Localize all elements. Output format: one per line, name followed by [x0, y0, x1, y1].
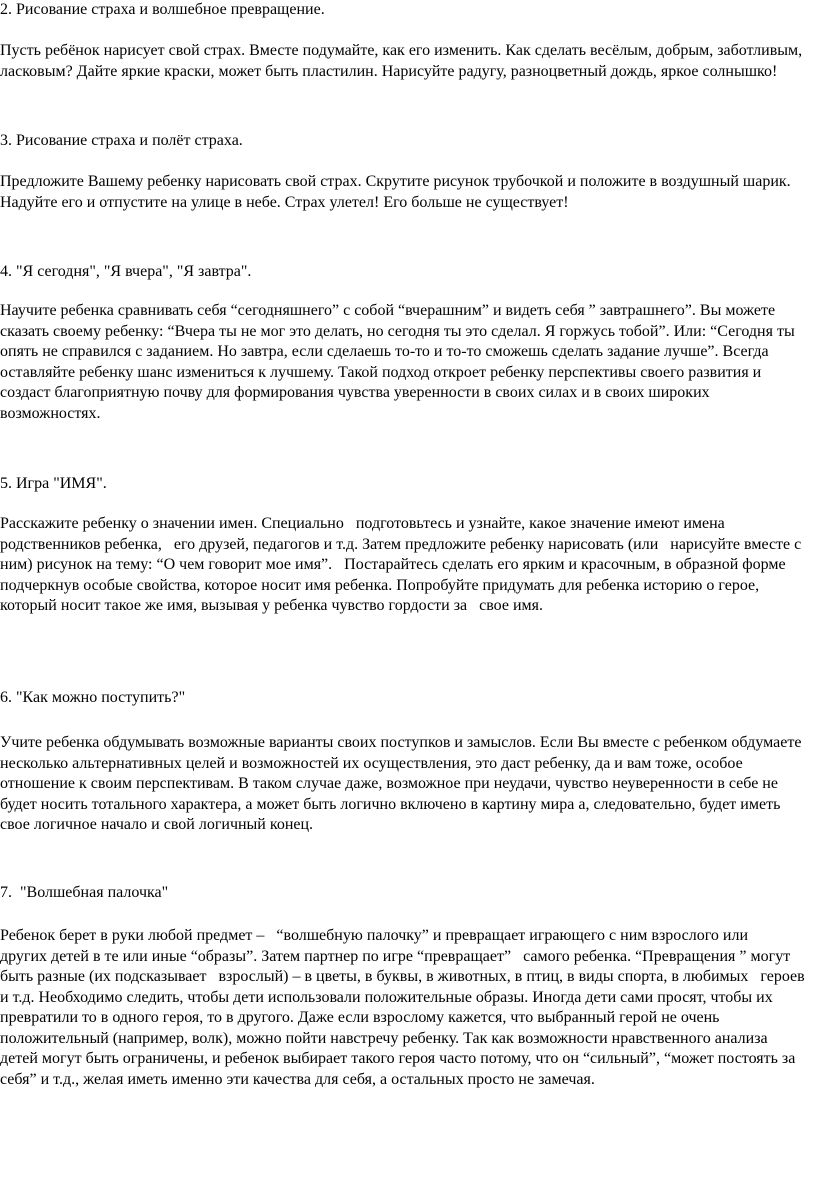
- section-heading-6: 6. "Как можно поступить?": [0, 689, 186, 706]
- section-heading-2: 2. Рисование страха и волшебное превращение.: [0, 1, 325, 18]
- section-body-2: Пусть ребёнок нарисует свой страх. Вместе подумайте, как его изменить. Как сделать весёлым, добрым, заботливым, ласковым? Дайте яркие краски, может быть пластилин. Нарисуйте радугу, разноцветный дождь, яркое солнышко!: [0, 42, 807, 80]
- section-heading-7: 7. "Волшебная палочка": [0, 884, 169, 901]
- section-body-5: Расскажите ребенку о значении имен. Специально подготовьтесь и узнайте, какое значение имеют имена родственников ребенка, его друзей, педагогов и т.д. Затем предложите ребенку нарисовать (или нарисуйте вместе с ним) рисунок на тему: “О чем говорит мое имя”. Постарайтесь сделать его ярким и красочным, в образной форме подчеркнув особые свойства, которое носит имя ребенка. Попробуйте придумать для ребенка историю о герое, который носит такое же имя, вызывая у ребенка чувство гордости за свое имя.: [0, 515, 806, 614]
- section-body-3: Предложите Вашему ребенку нарисовать свой страх. Скрутите рисунок трубочкой и положите в воздушный шарик. Надуйте его и отпустите на улице в небе. Страх улетел! Его больше не существует!: [0, 173, 795, 211]
- section-heading-4: 4. "Я сегодня", "Я вчера", "Я завтра".: [0, 263, 252, 280]
- section-heading-5: 5. Игра "ИМЯ".: [0, 475, 107, 492]
- section-body-4: Научите ребенка сравнивать себя “сегодняшнего” с собой “вчерашним” и видеть себя ” завтрашнего”. Вы можете сказать своему ребенку: “Вчера ты не мог это делать, но сегодня ты это сделал. Я горжусь тобой”. Или: “Сегодня ты опять не справился с заданием. Но завтра, если сделаешь то-то и то-то сможешь сделать задание лучше”. Всегда оставляйте ребенку шанс измениться к лучшему. Такой подход откроет ребенку перспективы своего развития и создаст благоприятную почву для формирования чувства уверенности в своих силах и в своих широких возможностях.: [0, 302, 799, 422]
- section-body-7: Ребенок берет в руки любой предмет – “волшебную палочку” и превращает играющего с ним взрослого или других детей в те или иные “образы”. Затем партнер по игре “превращает” самого ребенка. “Превращения ” могут быть разные (их подсказывает взрослый) – в цветы, в буквы, в животных, в птиц, в виды спорта, в любимых героев и т.д. Необходимо следить, чтобы дети использовали положительные образы. Иногда дети сами просят, чтобы их превратили то в одного героя, то в другого. Даже если взрослому кажется, что выбранный герой не очень положительный (например, волк), можно пойти навстречу ребенку. Так как возможности нравственного анализа детей могут быть ограничены, и ребенок выбирает такого героя часто потому, что он “сильный”, “может постоять за себя” и т.д., желая иметь именно эти качества для себя, а остальных просто не замечая.: [0, 927, 809, 1088]
- section-heading-3: 3. Рисование страха и полёт страха.: [0, 132, 243, 149]
- section-body-6: Учите ребенка обдумывать возможные варианты своих поступков и замыслов. Если Вы вместе с ребенком обдумаете несколько альтернативных целей и возможностей их осуществления, это даст ребенку, да и вам тоже, особое отношение к своим перспективам. В таком случае даже, возможное при неудачи, чувство неуверенности в себе не будет носить тотального характера, а может быть логично включено в картину мира а, следовательно, будет иметь свое логичное начало и свой логичный конец.: [0, 734, 806, 833]
